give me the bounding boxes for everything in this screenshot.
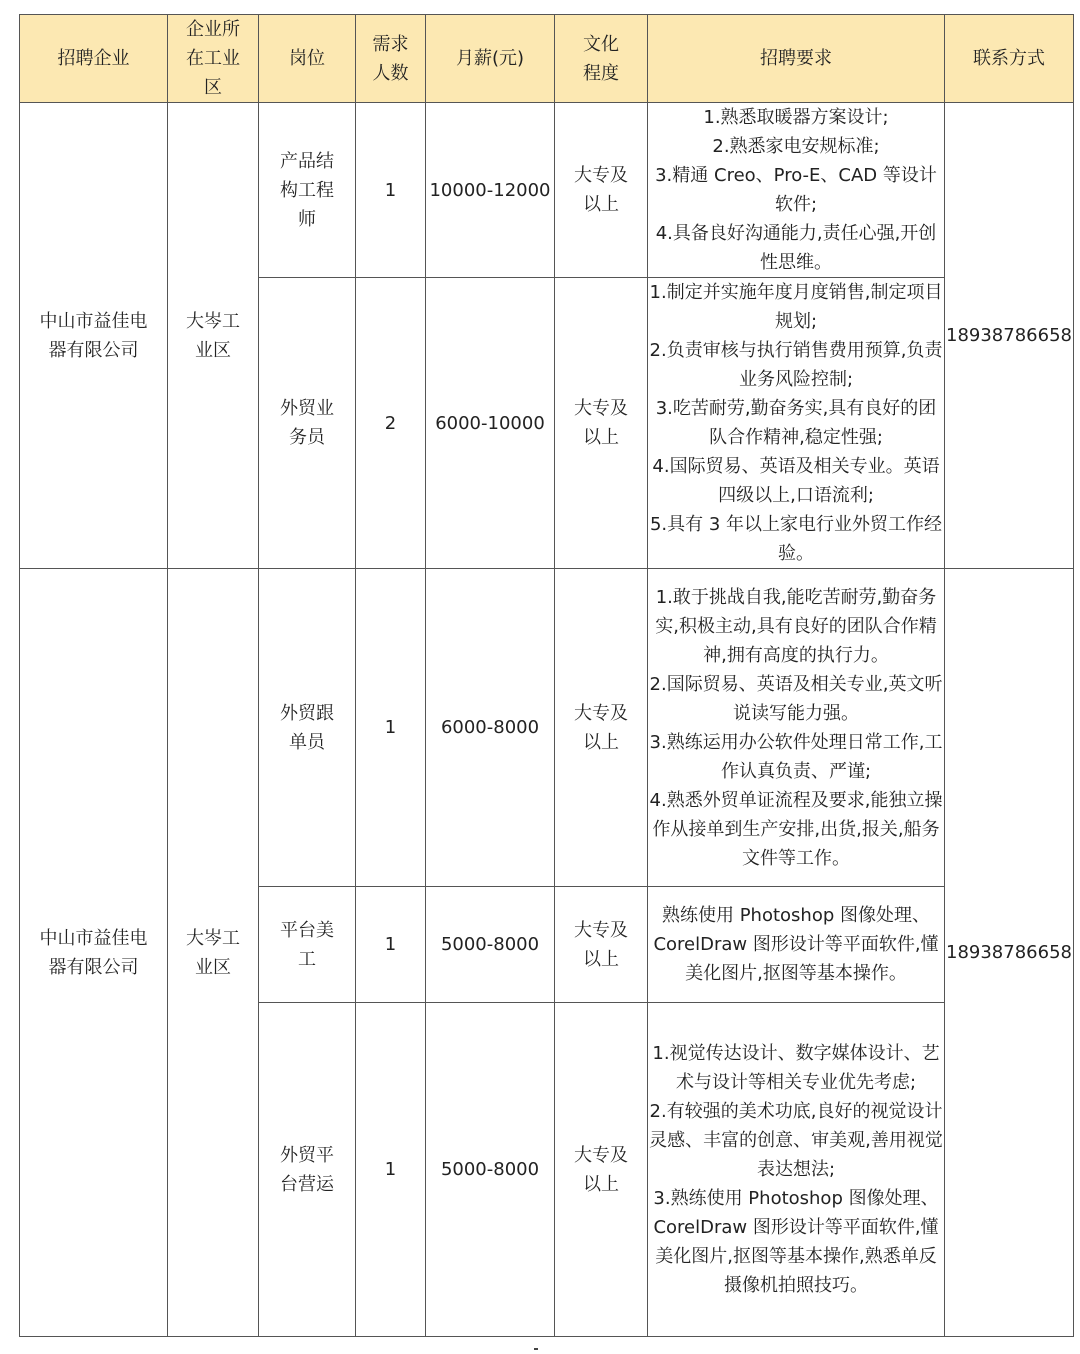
- requirement-line: 5.具有 3 年以上家电行业外贸工作经验。: [649, 514, 943, 564]
- requirement-line: 3.熟练使用 Photoshop 图像处理、CorelDraw 图形设计等平面软件,懂美化图片,抠图等基本操作,熟悉单反摄像机拍照技巧。: [653, 1188, 939, 1296]
- position-cell: 产品结构工程师: [259, 103, 356, 278]
- headcount-cell: 1: [356, 103, 426, 278]
- header-headcount: 需求人数: [356, 15, 426, 103]
- requirements-cell: [648, 569, 945, 887]
- job-listing-table: [19, 14, 1074, 1337]
- salary-cell: 6000-10000: [426, 278, 555, 569]
- headcount-cell: 2: [356, 278, 426, 569]
- requirement-line: 2.有较强的美术功底,良好的视觉设计灵感、丰富的创意、审美观,善用视觉表达想法;: [649, 1101, 943, 1180]
- company-cell: 中山市益佳电器有限公司: [20, 103, 168, 569]
- requirements-cell: [648, 887, 945, 1003]
- header-position: 岗位: [259, 15, 356, 103]
- position-cell: 外贸跟单员: [259, 569, 356, 887]
- salary-cell: 5000-8000: [426, 887, 555, 1003]
- table-row: [20, 103, 1074, 278]
- requirement-line: 1.敢于挑战自我,能吃苦耐劳,勤奋务实,积极主动,具有良好的团队合作精神,拥有高度的执行力。: [655, 586, 937, 666]
- education-cell: 大专及以上: [555, 887, 648, 1003]
- header-requirements: 招聘要求: [648, 15, 945, 103]
- requirement-line: 2.熟悉家电安规标准;: [712, 136, 880, 157]
- education-cell: 大专及以上: [555, 569, 648, 887]
- header-contact: 联系方式: [945, 15, 1074, 103]
- requirement-line: 3.熟练运用办公软件处理日常工作,工作认真负责、严谨;: [649, 731, 943, 782]
- requirement-line: 1.熟悉取暖器方案设计;: [703, 107, 889, 128]
- header-education: 文化程度: [555, 15, 648, 103]
- contact-cell: 18938786658: [945, 569, 1074, 1337]
- page-mark: [534, 1348, 538, 1350]
- header-zone: 企业所在工业区: [168, 15, 259, 103]
- zone-cell: 大岑工业区: [168, 103, 259, 569]
- table-row: [20, 569, 1074, 887]
- requirement-line: 3.精通 Creo、Pro-E、CAD 等设计软件;: [655, 165, 937, 215]
- requirement-line: 4.具备良好沟通能力,责任心强,开创性思维。: [655, 223, 937, 273]
- headcount-cell: 1: [356, 1003, 426, 1337]
- requirement-line: 2.国际贸易、英语及相关专业,英文听说读写能力强。: [649, 673, 943, 724]
- header-company: 招聘企业: [20, 15, 168, 103]
- position-cell: 外贸业务员: [259, 278, 356, 569]
- headcount-cell: 1: [356, 887, 426, 1003]
- requirements-cell: [648, 1003, 945, 1337]
- position-cell: 外贸平台营运: [259, 1003, 356, 1337]
- zone-cell: 大岑工业区: [168, 569, 259, 1337]
- salary-cell: 10000-12000: [426, 103, 555, 278]
- education-cell: 大专及以上: [555, 103, 648, 278]
- education-cell: 大专及以上: [555, 1003, 648, 1337]
- education-cell: 大专及以上: [555, 278, 648, 569]
- requirement-line: 2.负责审核与执行销售费用预算,负责业务风险控制;: [649, 340, 943, 390]
- position-cell: 平台美工: [259, 887, 356, 1003]
- requirements-cell: [648, 278, 945, 569]
- salary-cell: 5000-8000: [426, 1003, 555, 1337]
- headcount-cell: 1: [356, 569, 426, 887]
- requirement-line: 4.熟悉外贸单证流程及要求,能独立操作从接单到生产安排,出货,报关,船务文件等工作。: [649, 789, 943, 869]
- requirements-cell: [648, 103, 945, 278]
- requirement-line: 熟练使用 Photoshop 图像处理、CorelDraw 图形设计等平面软件,懂美化图片,抠图等基本操作。: [653, 905, 939, 984]
- requirement-line: 3.吃苦耐劳,勤奋务实,具有良好的团队合作精神,稳定性强;: [655, 398, 937, 448]
- salary-cell: 6000-8000: [426, 569, 555, 887]
- company-cell: 中山市益佳电器有限公司: [20, 569, 168, 1337]
- requirement-line: 1.制定并实施年度月度销售,制定项目规划;: [649, 282, 943, 332]
- contact-cell: 18938786658: [945, 103, 1074, 569]
- header-salary: 月薪(元): [426, 15, 555, 103]
- requirement-line: 4.国际贸易、英语及相关专业。英语四级以上,口语流利;: [652, 456, 940, 506]
- requirement-line: 1.视觉传达设计、数字媒体设计、艺术与设计等相关专业优先考虑;: [652, 1043, 940, 1093]
- table-header-row: [20, 15, 1074, 103]
